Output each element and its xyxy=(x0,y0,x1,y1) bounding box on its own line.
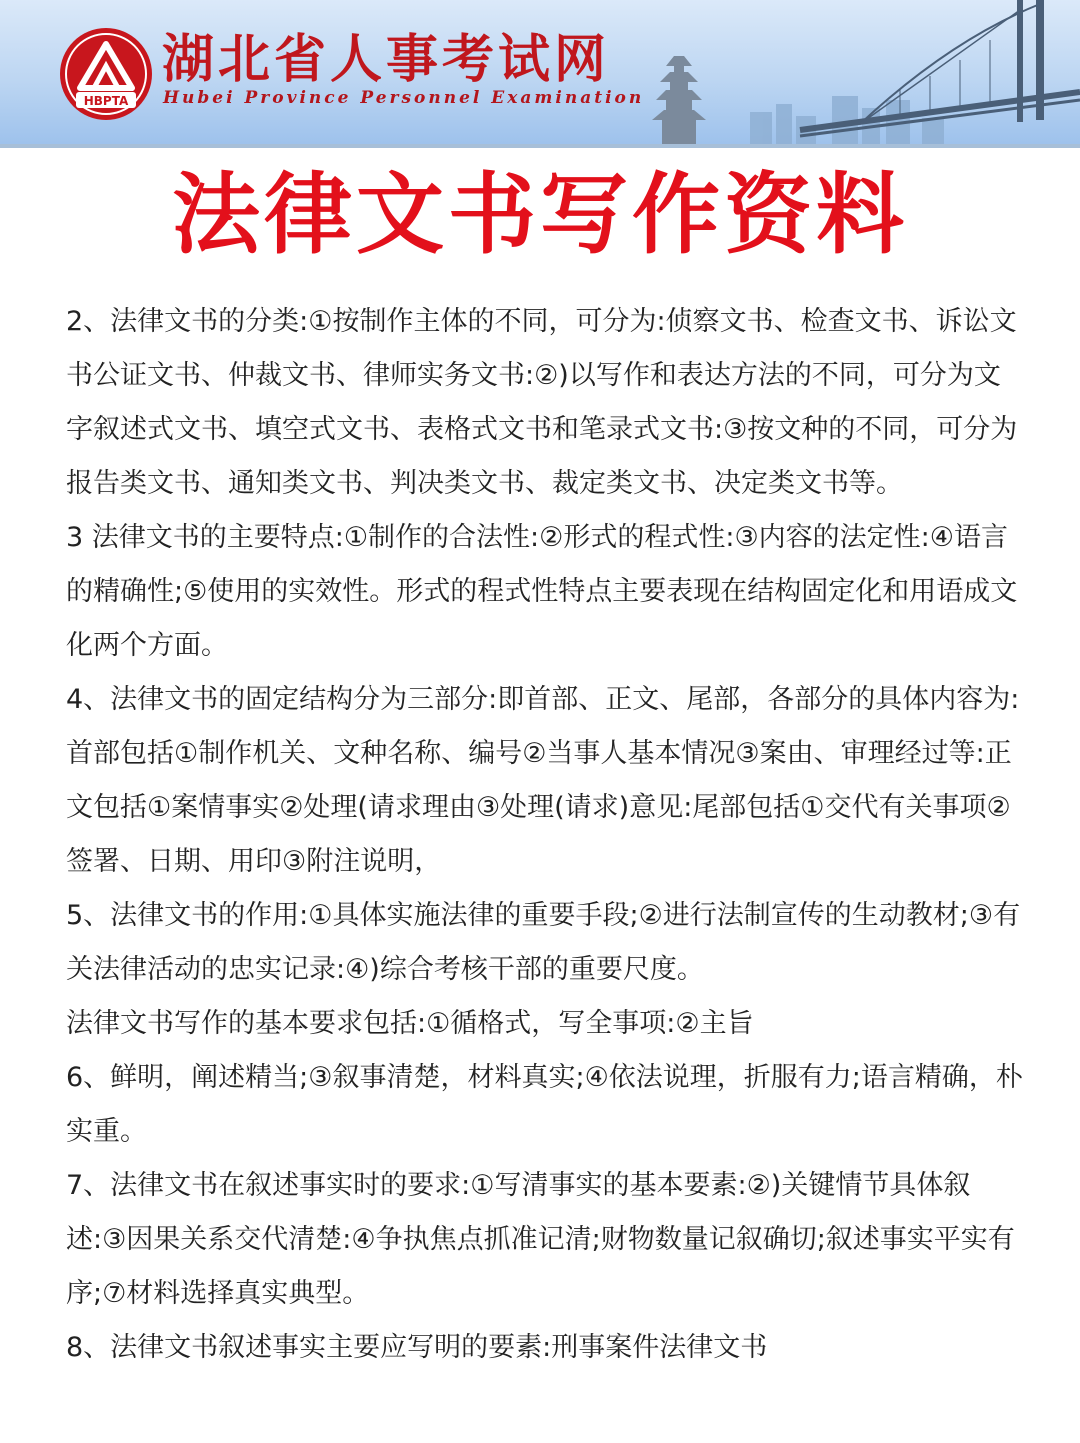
paragraph-classification: 2、法律文书的分类:①按制作主体的不同，可分为:侦察文书、检查文书、诉讼文书公证文书、仲裁文书、律师实务文书:②)以写作和表达方法的不同，可分为文字叙述式文书、填空式文书、表格式文书和笔录式文书:③按文种的不同，可分为报告类文书、通知类文书、判决类文书、裁定类文书、决定类文书等。 xyxy=(66,306,1018,499)
paragraph-features: 3 法律文书的主要特点:①制作的合法性:②形式的程式性:③内容的法定性:④语言的精确性;⑤使用的实效性。形式的程式性特点主要表现在结构固定化和用语成文化两个方面。 xyxy=(66,522,1018,661)
site-name: 湖北省人事考试网 xyxy=(162,29,611,90)
article-body xyxy=(66,295,1026,1375)
paragraph-narration-requirements: 7、法律文书在叙述事实时的要求:①写清事实的基本要素:②)关键情节具体叙述:③因果关系交代清楚:④争执焦点抓准记清;财物数量记叙确切;叙述事实平实有序;⑦材料选择真实典型。 xyxy=(66,1170,1015,1309)
page-title: 法律文书写作资料 xyxy=(171,163,908,266)
paragraph-requirements-continued: 6、鲜明，阐述精当;③叙事清楚，材料真实;④依法说理，折服有力;语言精确，朴实重。 xyxy=(66,1062,1023,1147)
logo-text: HBPTA xyxy=(83,94,129,108)
site-name-en: Hubei Province Personnel Examination xyxy=(163,88,645,108)
paragraph-narration-elements: 8、法律文书叙述事实主要应写明的要素:刑事案件法律文书 xyxy=(66,1332,768,1363)
city-bridge-illustration xyxy=(600,0,1080,148)
hbpta-logo xyxy=(58,26,154,122)
header-banner xyxy=(0,0,1080,148)
paragraph-structure: 4、法律文书的固定结构分为三部分:即首部、正文、尾部，各部分的具体内容为:首部包括①制作机关、文种名称、编号②当事人基本情况③案由、审理经过等:正文包括①案情事实②处理(请求理由③处理(请求)意见:尾部包括①交代有关事项②签署、日期、用印③附注说明， xyxy=(66,684,1020,877)
paragraph-basic-requirements: 法律文书写作的基本要求包括:①循格式，写全事项:②主旨 xyxy=(66,1008,754,1039)
paragraph-functions: 5、法律文书的作用:①具体实施法律的重要手段;②进行法制宣传的生动教材;③有关法律活动的忠实记录:④)综合考核干部的重要尺度。 xyxy=(66,900,1021,985)
